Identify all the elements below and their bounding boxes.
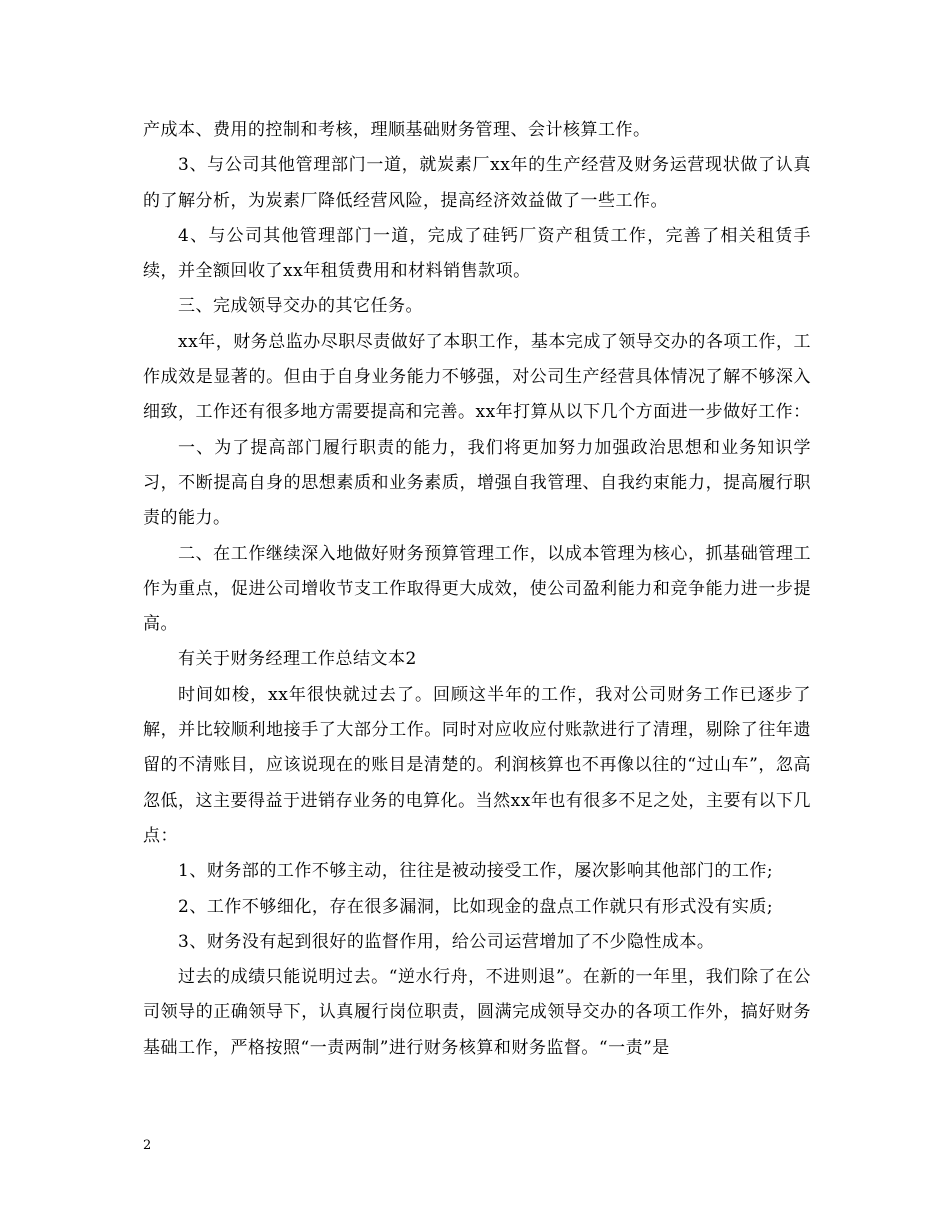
- paragraph: 时间如梭，xx年很快就过去了。回顾这半年的工作，我对公司财务工作已逐步了解，并比较顺利地接手了大部分工作。同时对应收应付账款进行了清理，剔除了往年遗留的不清账目，应该说现在的账目是清楚的。利润核算也不再像以往的“过山车”，忽高忽低，这主要得益于进销存业务的电算化。当然xx年也有很多不足之处，主要有以下几点：: [143, 684, 811, 846]
- list-item: 3、财务没有起到很好的监督作用，给公司运营增加了不少隐性成本。: [178, 931, 715, 952]
- paragraph: xx年，财务总监办尽职尽责做好了本职工作，基本完成了领导交办的各项工作，工作成效是显著的。但由于自身业务能力不够强，对公司生产经营具体情况了解不够深入细致，工作还有很多地方需要提高和完善。xx年打算从以下几个方面进一步做好工作：: [143, 331, 811, 423]
- paragraph: 3、与公司其他管理部门一道，就炭素厂xx年的生产经营及财务运营现状做了认真的了解分析，为炭素厂降低经营风险，提高经济效益做了一些工作。: [143, 155, 811, 211]
- paragraph: 过去的成绩只能说明过去。“逆水行舟，不进则退”。在新的一年里，我们除了在公司领导的正确领导下，认真履行岗位职责，圆满完成领导交办的各项工作外，搞好财务基础工作，严格按照“一责两制”进行财务核算和财务监督。“一责”是: [143, 967, 811, 1058]
- paragraph: 产成本、费用的控制和考核，理顺基础财务管理、会计核算工作。: [143, 120, 651, 140]
- paragraph: 一、为了提高部门履行职责的能力，我们将更加努力加强政治思想和业务知识学习，不断提高自身的思想素质和业务素质，增强自我管理、自我约束能力，提高履行职责的能力。: [143, 437, 811, 529]
- list-item: 1、财务部的工作不够主动，往往是被动接受工作，屡次影响其他部门的工作;: [178, 861, 774, 882]
- section-heading: 三、完成领导交办的其它任务。: [178, 296, 423, 317]
- list-item: 2、工作不够细化，存在很多漏洞，比如现金的盘点工作就只有形式没有实质;: [178, 896, 774, 917]
- document-subtitle: 有关于财务经理工作总结文本2: [178, 649, 417, 670]
- page-number: 2: [143, 1138, 152, 1153]
- paragraph: 4、与公司其他管理部门一道，完成了硅钙厂资产租赁工作，完善了相关租赁手续，并全额回收了xx年租赁费用和材料销售款项。: [143, 225, 811, 282]
- paragraph: 二、在工作继续深入地做好财务预算管理工作，以成本管理为核心，抓基础管理工作为重点，促进公司增收节支工作取得更大成效，使公司盈利能力和竞争能力进一步提高。: [143, 543, 811, 635]
- document-body: [143, 113, 811, 1066]
